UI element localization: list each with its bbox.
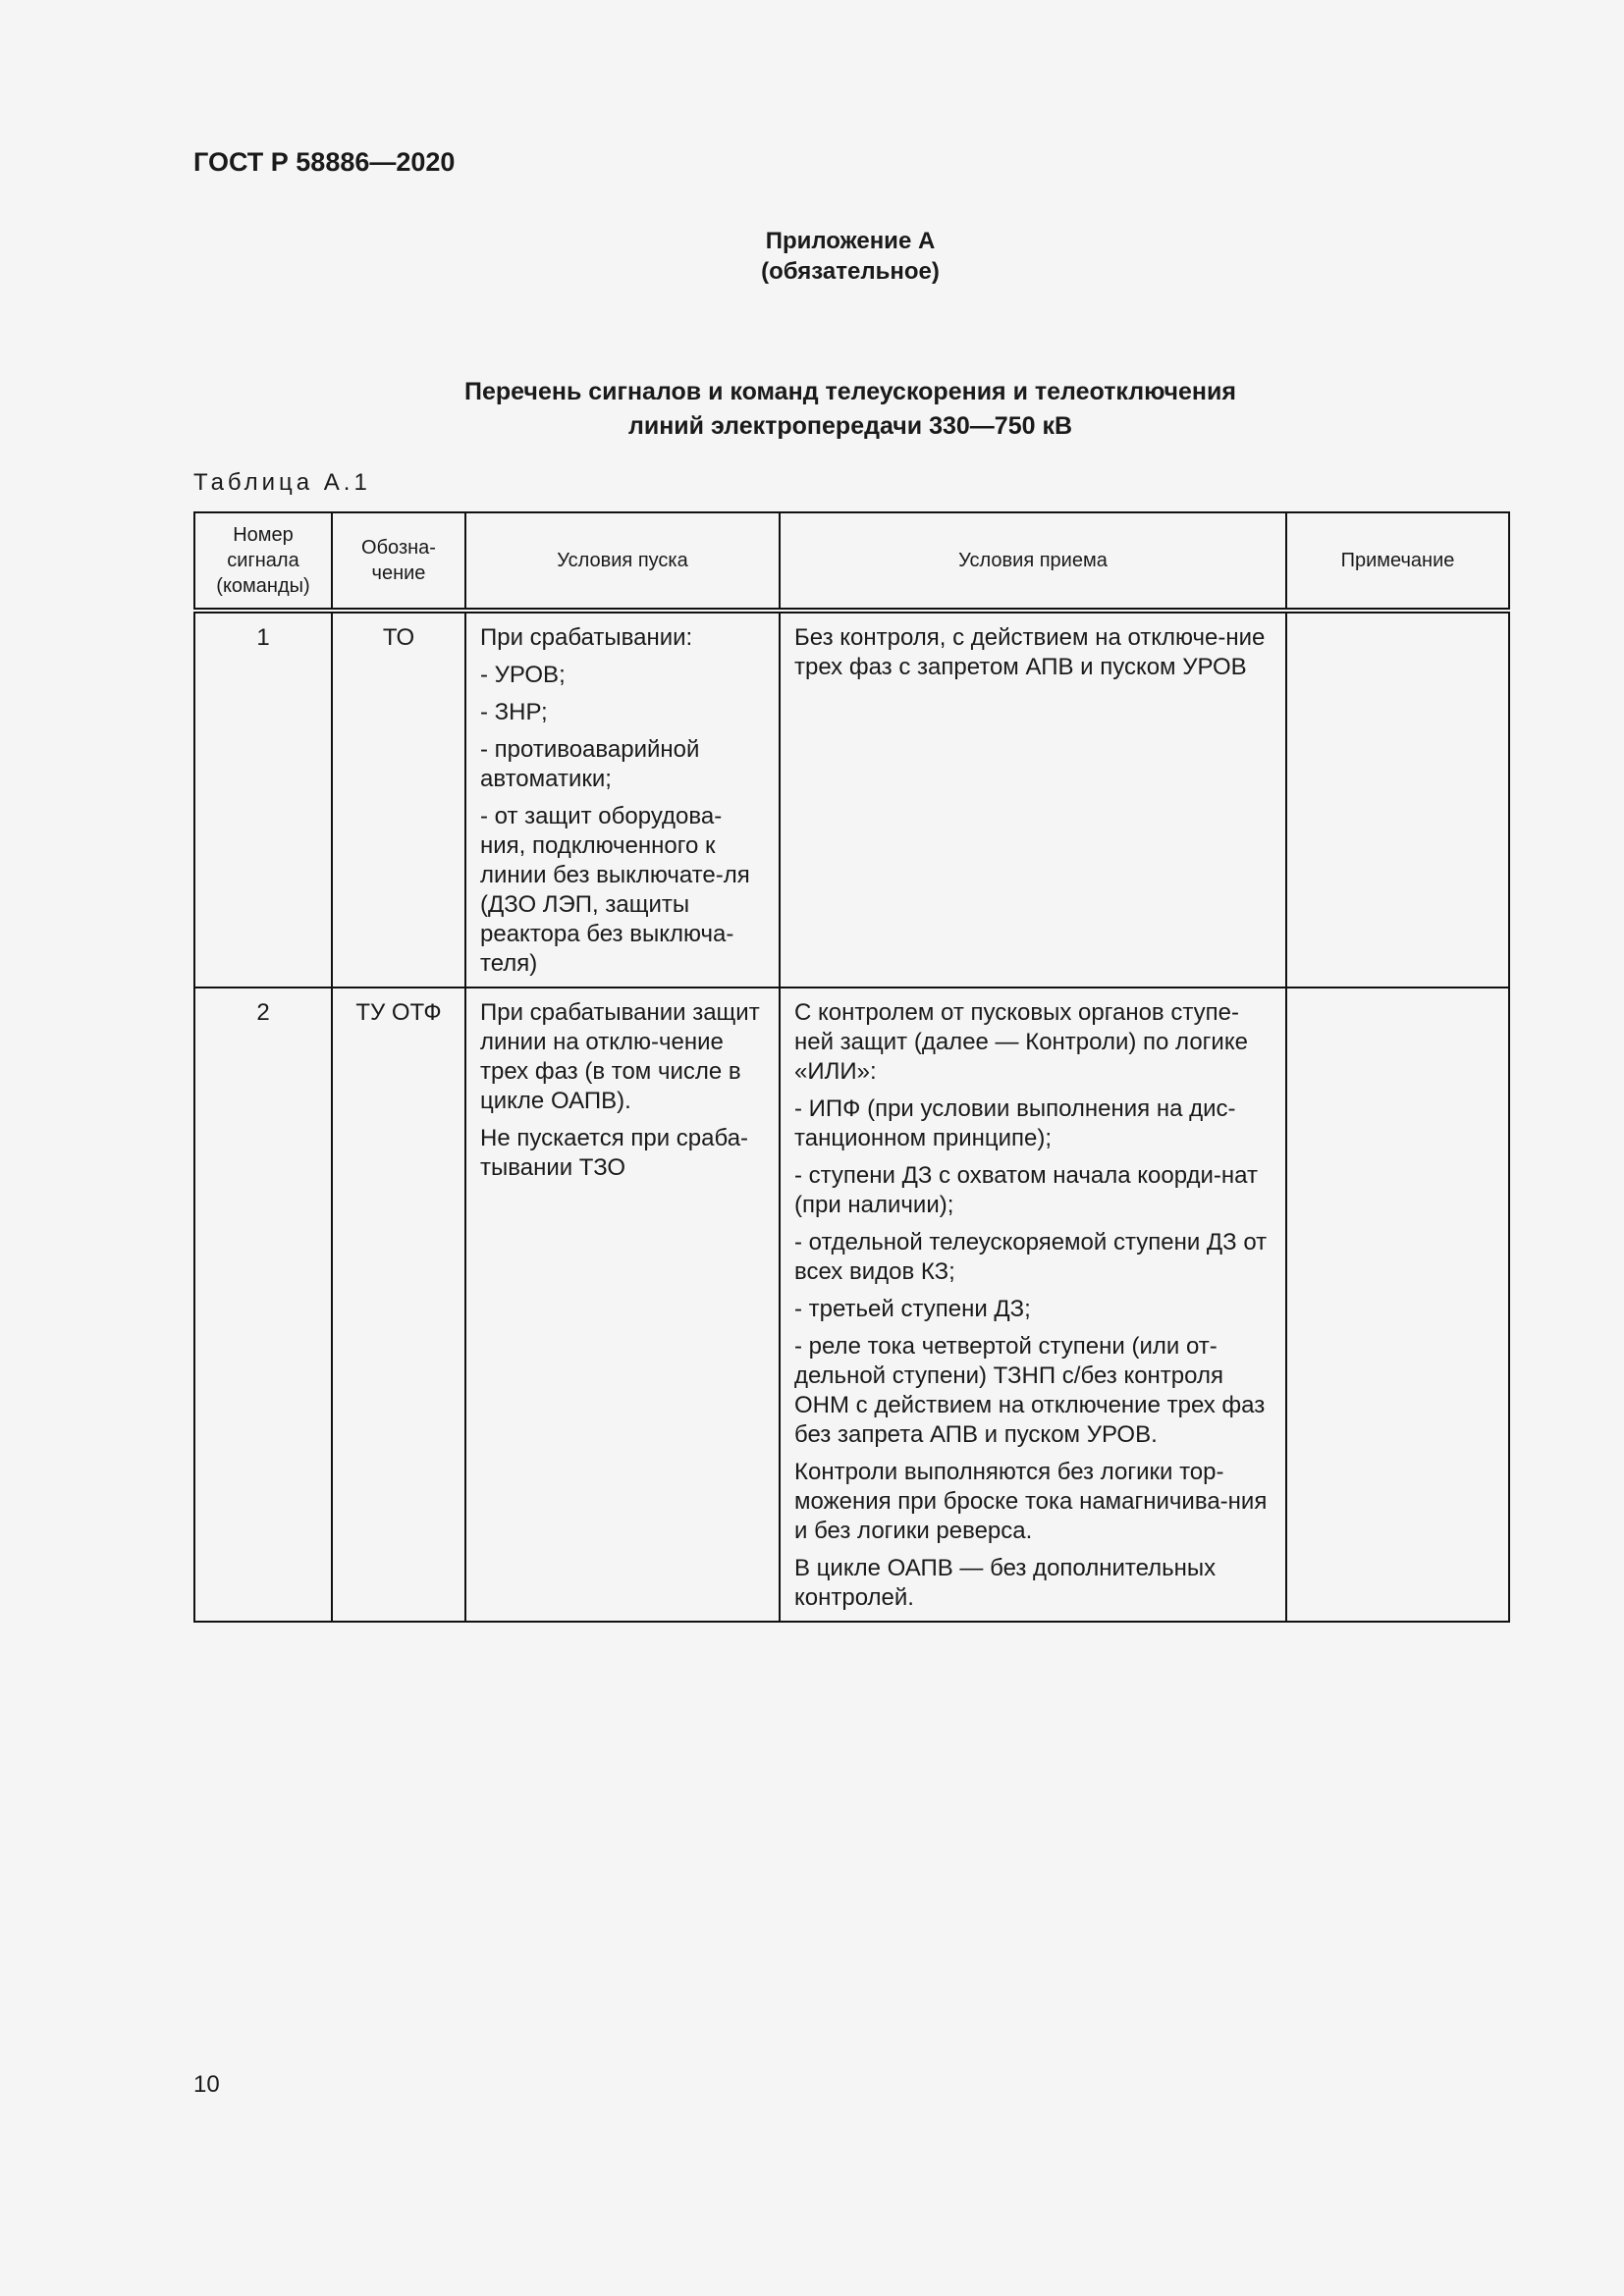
signal-number-cell: 2: [194, 988, 332, 1622]
table-title: [193, 375, 1507, 444]
table-label: Таблица А.1: [193, 469, 371, 496]
start-condition: При срабатывании защит линии на отклю-чение трех фаз (в том числе в цикле ОАПВ).: [480, 999, 760, 1114]
page-number: 10: [193, 2071, 220, 2098]
start-condition: Не пускается при сраба-тывании ТЗО: [480, 1125, 749, 1181]
column-header-designation: Обозна- чение: [332, 512, 465, 611]
start-conditions-cell: [465, 988, 780, 1622]
column-header-number: Номер сигнала (команды): [194, 512, 332, 611]
column-header-receive-conditions: Условия приема: [780, 512, 1286, 611]
receive-condition: Контроли выполняются без логики тор-можения при броске тока намагничива-ния и без логики реверса.: [794, 1459, 1268, 1544]
receive-condition: - реле тока четвертой ступени (или от-дельной ступени) ТЗНП с/без контроля ОНМ с действием на отключение трех фаз без запрета АПВ и пуском УРОВ.: [794, 1333, 1266, 1448]
document-code: ГОСТ Р 58886—2020: [193, 147, 456, 177]
receive-condition: В цикле ОАПВ — без дополнительных контролей.: [794, 1555, 1217, 1611]
column-header-start-conditions: Условия пуска: [465, 512, 780, 611]
table-title-line-1: Перечень сигналов и команд телеускорения и телеотключения: [464, 378, 1236, 405]
designation-cell: ТО: [332, 611, 465, 988]
appendix-title: Приложение А: [765, 228, 936, 254]
designation-cell: ТУ ОТФ: [332, 988, 465, 1622]
start-condition: - от защит оборудова-ния, подключенного к линии без выключате-ля (ДЗО ЛЭП, защиты реактора без выключа-теля): [480, 803, 750, 977]
receive-condition: - ИПФ (при условии выполнения на дис-танционном принципе);: [794, 1095, 1236, 1151]
signals-table: [193, 511, 1510, 1623]
start-condition: - противоаварийной автоматики;: [480, 736, 700, 792]
table-title-line-2: линий электропередачи 330—750 кВ: [627, 412, 1073, 440]
receive-condition: - отдельной телеускоряемой ступени ДЗ от всех видов КЗ;: [794, 1229, 1268, 1285]
appendix-status: (обязательное): [761, 258, 940, 285]
note-cell: [1286, 988, 1509, 1622]
start-condition: - УРОВ;: [480, 662, 566, 688]
receive-conditions-cell: [780, 988, 1286, 1622]
table-header-row: [194, 512, 1509, 611]
start-condition: При срабатывании:: [480, 624, 693, 651]
note-cell: [1286, 611, 1509, 988]
column-header-note: Примечание: [1286, 512, 1509, 611]
table-row: [194, 988, 1509, 1622]
receive-condition: Без контроля, с действием на отключе-ние трех фаз с запретом АПВ и пуском УРОВ: [794, 624, 1266, 680]
receive-condition: - ступени ДЗ с охватом начала коорди-нат (при наличии);: [794, 1162, 1258, 1218]
receive-conditions-cell: [780, 611, 1286, 988]
start-conditions-cell: [465, 611, 780, 988]
table-row: [194, 611, 1509, 988]
receive-condition: С контролем от пусковых органов ступе-ней защит (далее — Контроли) по логике «ИЛИ»:: [794, 999, 1248, 1085]
receive-condition: - третьей ступени ДЗ;: [794, 1296, 1031, 1322]
signal-number-cell: 1: [194, 611, 332, 988]
appendix-heading: [193, 226, 1507, 287]
start-condition: - ЗНР;: [480, 699, 548, 725]
